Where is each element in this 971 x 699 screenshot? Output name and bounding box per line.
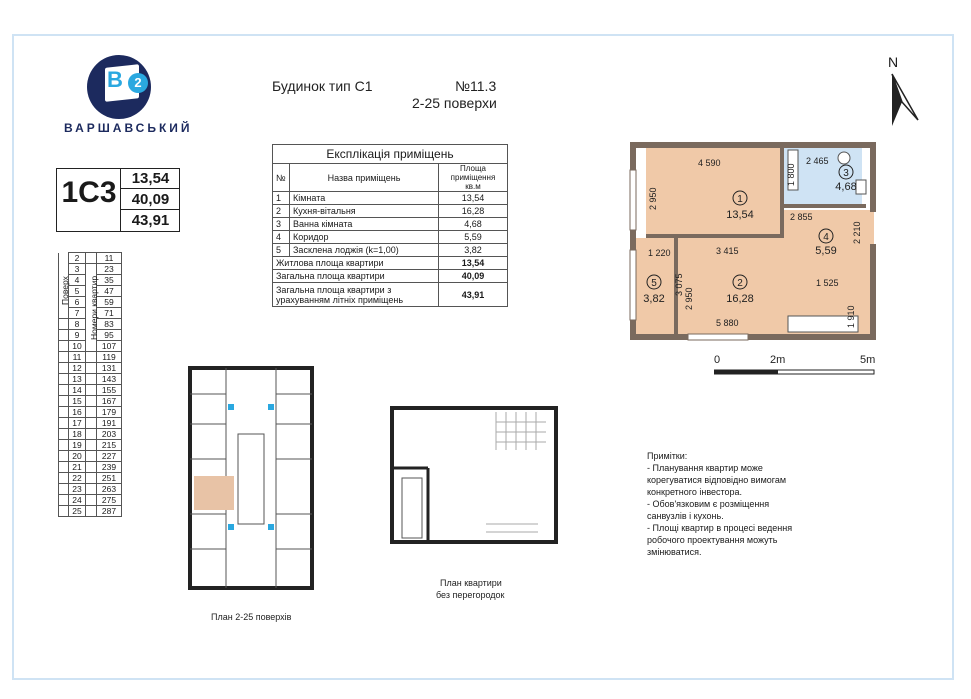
floor-side-cell [59, 330, 69, 341]
apartment-number: 119 [97, 352, 122, 363]
explication-title: Експлікація приміщень [273, 145, 508, 164]
apartment-number: 47 [97, 286, 122, 297]
floor-side-cell [59, 407, 69, 418]
row-area: 3,82 [439, 244, 508, 257]
svg-text:13,54: 13,54 [726, 209, 754, 221]
typical-plan-caption: План 2-25 поверхів [211, 612, 292, 622]
floor-row [59, 495, 122, 506]
apartment-number: 155 [97, 385, 122, 396]
apts-side-cell [86, 429, 97, 440]
apartment-code: 1С3 [61, 176, 117, 209]
row-area: 16,28 [439, 205, 508, 218]
apartment-number: 83 [97, 319, 122, 330]
open-plan-caption-2: без перегородок [436, 590, 505, 600]
building-type: Будинок тип С1 [272, 78, 373, 94]
apartment-number: 215 [97, 440, 122, 451]
apartment-number: 95 [97, 330, 122, 341]
apts-side-cell [86, 385, 97, 396]
explication-table [272, 144, 508, 307]
svg-text:1 220: 1 220 [648, 248, 671, 258]
apartment-floor-plan [628, 140, 878, 344]
apartment-number: 167 [97, 396, 122, 407]
apartment-number: 227 [97, 451, 122, 462]
apts-side-cell [86, 264, 97, 275]
living-area: 13,54 [120, 168, 180, 189]
note-line: конкретного інвестора. [647, 487, 743, 497]
floor-number: 6 [69, 297, 86, 308]
row-area: 13,54 [439, 192, 508, 205]
svg-text:1 910: 1 910 [846, 305, 856, 328]
floor-row [59, 506, 122, 517]
floor-number: 9 [69, 330, 86, 341]
row-area: 4,68 [439, 218, 508, 231]
floor-side-cell [59, 495, 69, 506]
apartment-number: 263 [97, 484, 122, 495]
floor-number: 13 [69, 374, 86, 385]
apts-side-cell [86, 352, 97, 363]
apts-side-cell [86, 484, 97, 495]
apartment-number: 275 [97, 495, 122, 506]
floor-row [59, 352, 122, 363]
floor-row [59, 363, 122, 374]
apts-side-cell [86, 440, 97, 451]
dim-label: 4 590 [698, 158, 721, 168]
floor-side-cell [59, 473, 69, 484]
scale-bar [714, 368, 878, 376]
floor-number: 15 [69, 396, 86, 407]
floor-row [59, 407, 122, 418]
apartment-number: 11 [97, 253, 122, 264]
note-line: Примітки: [647, 451, 688, 461]
row-name: Ванна кімната [290, 218, 439, 231]
floor-number: 5 [69, 286, 86, 297]
row-number: 2 [273, 205, 290, 218]
apts-side-cell [86, 451, 97, 462]
apartment-number: 35 [97, 275, 122, 286]
svg-text:16,28: 16,28 [726, 293, 754, 305]
apartments-label: Номери квартир [89, 275, 99, 340]
apts-side-cell [86, 418, 97, 429]
logo-number: 2 [128, 73, 148, 93]
svg-text:3,82: 3,82 [643, 293, 665, 305]
floor-side-cell [59, 341, 69, 352]
floor-side-cell [59, 484, 69, 495]
row-name: Засклена лоджія (k=1,00) [290, 244, 439, 257]
logo-letter: B [107, 67, 123, 92]
floor-number: 11 [69, 352, 86, 363]
floor-side-cell [59, 506, 69, 517]
floor-side-cell [59, 396, 69, 407]
note-line: робочого проектування можуть [647, 535, 778, 545]
row-name: Коридор [290, 231, 439, 244]
floor-side-cell [59, 385, 69, 396]
svg-text:2 210: 2 210 [852, 221, 862, 244]
building-number: №11.3 [455, 78, 497, 94]
floor-number: 8 [69, 319, 86, 330]
floor-number: 24 [69, 495, 86, 506]
apartment-number: 287 [97, 506, 122, 517]
floor-row [59, 385, 122, 396]
svg-text:2: 2 [737, 278, 743, 289]
row-name: Кухня-вітальня [290, 205, 439, 218]
summary-area: 43,91 [439, 283, 508, 307]
open-floor-plan [388, 404, 560, 546]
note-line: корегуватися відповідно вимогам [647, 475, 787, 485]
note-line: - Планування квартир може [647, 463, 763, 473]
floor-side-cell [59, 451, 69, 462]
col-area: Площа приміщення кв.м [439, 164, 508, 192]
floor-row [59, 429, 122, 440]
summary-area: 40,09 [439, 270, 508, 283]
summary-area: 13,54 [439, 257, 508, 270]
col-name: Назва приміщень [290, 164, 439, 192]
floor-row [59, 341, 122, 352]
apartment-number: 239 [97, 462, 122, 473]
note-line: змінюватися. [647, 547, 702, 557]
floor-number: 3 [69, 264, 86, 275]
scale-zero: 0 [714, 354, 721, 366]
apts-side-cell [86, 462, 97, 473]
summary-name: Загальна площа квартири з урахуванням літніх приміщень [273, 283, 439, 307]
scale-5m: 5m [860, 354, 876, 366]
apartment-number: 59 [97, 297, 122, 308]
apartment-number: 131 [97, 363, 122, 374]
svg-text:2 950: 2 950 [648, 187, 658, 210]
svg-text:3: 3 [843, 168, 849, 179]
floor-number: 20 [69, 451, 86, 462]
floor-row [59, 418, 122, 429]
apartment-number: 143 [97, 374, 122, 385]
svg-text:3 415: 3 415 [716, 246, 739, 256]
apartment-number: 203 [97, 429, 122, 440]
floor-side-cell [59, 418, 69, 429]
summary-name: Загальна площа квартири [273, 270, 439, 283]
floor-row [59, 484, 122, 495]
apts-side-cell [86, 396, 97, 407]
apts-side-cell [86, 253, 97, 264]
svg-text:1 525: 1 525 [816, 278, 839, 288]
open-plan-caption-1: План квартири [440, 578, 502, 588]
apts-side-cell [86, 341, 97, 352]
row-number: 1 [273, 192, 290, 205]
svg-text:3 075: 3 075 [674, 273, 684, 296]
north-label: N [888, 54, 899, 70]
logo-name: ВАРШАВСЬКИЙ [64, 121, 193, 135]
floor-number: 14 [69, 385, 86, 396]
scale-2m: 2m [770, 354, 786, 366]
note-line: - Обов'язковим є розміщення [647, 499, 770, 509]
svg-text:2 950: 2 950 [684, 287, 694, 310]
floor-number: 10 [69, 341, 86, 352]
floor-number: 25 [69, 506, 86, 517]
apts-side-cell [86, 495, 97, 506]
row-number: 5 [273, 244, 290, 257]
floor-row [59, 473, 122, 484]
apts-side-cell [86, 363, 97, 374]
floor-number: 19 [69, 440, 86, 451]
floor-number: 12 [69, 363, 86, 374]
floor-side-cell [59, 374, 69, 385]
apartment-number: 251 [97, 473, 122, 484]
floor-row [59, 462, 122, 473]
svg-text:1: 1 [737, 194, 743, 205]
floor-row [59, 253, 122, 264]
floor-number: 4 [69, 275, 86, 286]
notes [647, 450, 847, 558]
typical-floor-plan [186, 364, 316, 592]
svg-text:4,68: 4,68 [835, 181, 857, 193]
total-area: 40,09 [120, 189, 180, 210]
svg-text:1 800: 1 800 [786, 163, 796, 186]
floor-range: 2-25 поверхи [412, 95, 497, 111]
row-number: 3 [273, 218, 290, 231]
total-area-summer: 43,91 [120, 210, 180, 231]
svg-text:2 855: 2 855 [790, 212, 813, 222]
floor-side-cell [59, 253, 69, 264]
apartment-number: 191 [97, 418, 122, 429]
floor-number: 18 [69, 429, 86, 440]
row-area: 5,59 [439, 231, 508, 244]
row-name: Кімната [290, 192, 439, 205]
north-arrow-icon [884, 72, 924, 128]
col-number: № [273, 164, 290, 192]
floor-side-cell [59, 462, 69, 473]
floors-label: Поверх [60, 276, 70, 305]
svg-text:5 880: 5 880 [716, 318, 739, 328]
apts-side-cell [86, 374, 97, 385]
floor-number: 17 [69, 418, 86, 429]
floor-row [59, 264, 122, 275]
floor-row [59, 396, 122, 407]
row-number: 4 [273, 231, 290, 244]
floor-number: 2 [69, 253, 86, 264]
apartment-number: 179 [97, 407, 122, 418]
floor-number: 21 [69, 462, 86, 473]
floor-number: 16 [69, 407, 86, 418]
svg-text:2 465: 2 465 [806, 156, 829, 166]
floor-side-cell [59, 308, 69, 319]
apts-side-cell [86, 473, 97, 484]
svg-text:4: 4 [823, 232, 829, 243]
floor-side-cell [59, 363, 69, 374]
floor-row [59, 451, 122, 462]
svg-text:5: 5 [651, 278, 657, 289]
apartment-number: 71 [97, 308, 122, 319]
floor-side-cell [59, 352, 69, 363]
floor-row [59, 374, 122, 385]
apartment-number: 107 [97, 341, 122, 352]
apts-side-cell [86, 407, 97, 418]
apts-side-cell [86, 506, 97, 517]
floor-number: 22 [69, 473, 86, 484]
floor-side-cell [59, 429, 69, 440]
floor-number: 7 [69, 308, 86, 319]
floor-side-cell [59, 319, 69, 330]
floor-side-cell [59, 264, 69, 275]
apartment-number: 23 [97, 264, 122, 275]
note-line: - Площі квартир в процесі ведення [647, 523, 793, 533]
svg-text:5,59: 5,59 [815, 245, 837, 257]
floor-row [59, 440, 122, 451]
summary-name: Житлова площа квартири [273, 257, 439, 270]
floor-side-cell [59, 440, 69, 451]
note-line: санвузлів і кухонь. [647, 511, 724, 521]
floor-number: 23 [69, 484, 86, 495]
